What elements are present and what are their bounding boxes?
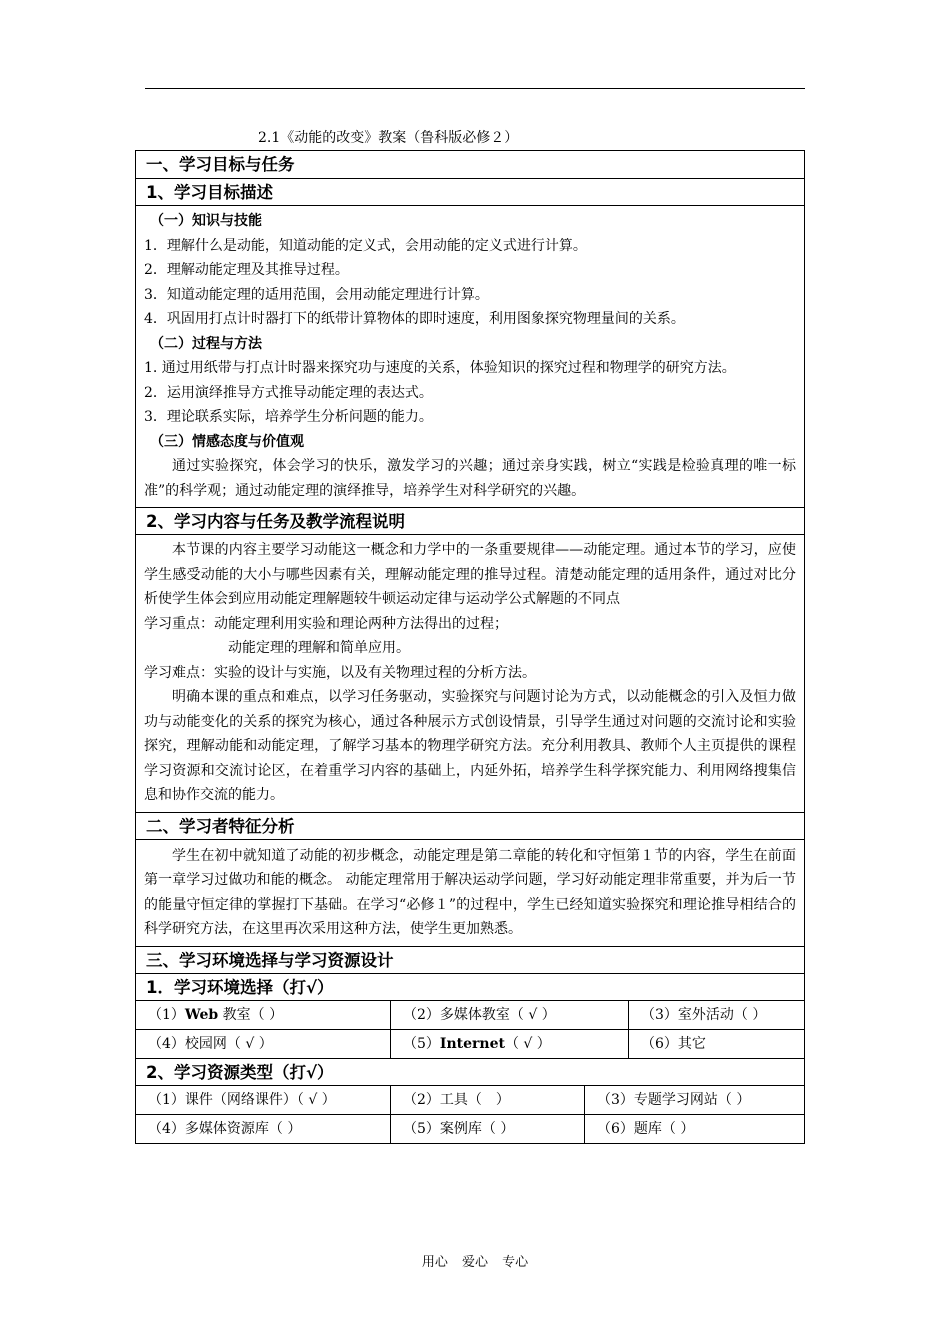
emotion-heading: （三）情感态度与价值观: [150, 433, 304, 450]
resource-topic-site: （3）专题学习网站（ ）: [584, 1086, 804, 1114]
footer-word: 用心: [421, 1255, 448, 1270]
env-option-web: （1）Web 教室（ ）: [148, 1006, 284, 1023]
content-paragraph: 本节课的内容主要学习动能这一概念和力学中的一条重要规律——动能定理。通过本节的学习，应使学生感受动能的大小与哪些因素有关，理解动能定理的推导过程。清楚动能定理的适用条件，通过对比分析使学生体会到应用动能定理解题较牛顿运动定律与运动学公式解题的不同点: [144, 542, 796, 607]
content-heading: 2、学习内容与任务及教学流程说明: [136, 507, 804, 534]
page-footer: [0, 1251, 950, 1270]
learner-analysis-body: [136, 839, 804, 946]
environment-row: [136, 1000, 804, 1029]
resource-case-library: （5）案例库（ ）: [390, 1115, 584, 1143]
key-points-line: 动能定理的理解和简单应用。: [228, 640, 410, 656]
resources-row: [136, 1114, 804, 1143]
resource-question-bank: （6）题库（ ）: [584, 1115, 804, 1143]
lesson-plan-table: [135, 150, 805, 1144]
emotion-paragraph: 通过实验探究，体会学习的快乐，激发学习的兴趣；通过亲身实践，树立“实践是检验真理的唯一标准”的科学观；通过动能定理的演绎推导，培养学生对科学研究的兴趣。: [144, 458, 796, 499]
resources-row: [136, 1085, 804, 1114]
env-option-campus: （4）校园网（ √ ）: [148, 1035, 273, 1052]
env-option-internet: （5）Internet（ √ ）: [390, 1030, 628, 1058]
method-paragraph: 明确本课的重点和难点，以学习任务驱动，实验探究与问题讨论为方式，以动能概念的引入及恒力做功与动能变化的关系的探究为核心，通过各种展示方式创设情景，引导学生通过对问题的交流讨论和实验探究，理解动能和动能定理，了解学习基本的物理学研究方法。充分利用教具、教师个人主页提供的课程学习资源和交流讨论区，在着重学习内容的基础上，内延外拓，培养学生科学探究能力、利用网络搜集信息和协作交流的能力。: [144, 689, 796, 803]
resource-courseware: （1）课件（网络课件）（ √ ）: [148, 1091, 336, 1108]
resource-tools: （2）工具（ ）: [390, 1086, 584, 1114]
key-points-line: 学习重点：动能定理利用实验和理论两种方法得出的过程；: [144, 615, 508, 632]
difficulty-line: 学习难点：实验的设计与实施，以及有关物理过程的分析方法。: [144, 664, 536, 681]
environment-row: [136, 1029, 804, 1058]
footer-word: 爱心: [461, 1255, 488, 1270]
objectives-body: [136, 205, 804, 507]
process-item: 1. 通过用纸带与打点计时器来探究功与速度的关系，体验知识的探究过程和物理学的研究方法。: [144, 360, 736, 376]
knowledge-item: 3．知道动能定理的适用范围，会用动能定理进行计算。: [144, 286, 489, 303]
process-item: 3．理论联系实际，培养学生分析问题的能力。: [144, 409, 433, 425]
knowledge-heading: （一）知识与技能: [150, 213, 262, 229]
env-option-outdoor: （3）室外活动（ ）: [628, 1001, 804, 1029]
process-item: 2．运用演绎推导方式推导动能定理的表达式。: [144, 384, 433, 401]
knowledge-item: 1．理解什么是动能，知道动能的定义式，会用动能的定义式进行计算。: [144, 237, 587, 254]
knowledge-item: 4．巩固用打点计时器打下的纸带计算物体的即时速度，利用图象探究物理量间的关系。: [144, 311, 685, 327]
section-2-heading: 二、学习者特征分析: [136, 812, 804, 839]
process-heading: （二）过程与方法: [150, 335, 262, 352]
document-title: 2.1《动能的改变》教案（鲁科版必修２）: [258, 130, 519, 146]
footer-word: 专心: [502, 1255, 529, 1270]
objectives-heading: 1、学习目标描述: [136, 178, 804, 205]
section-1-heading: 一、学习目标与任务: [146, 155, 295, 174]
knowledge-item: 2．理解动能定理及其推导过程。: [144, 262, 349, 278]
learner-paragraph: 学生在初中就知道了动能的初步概念，动能定理是第二章能的转化和守恒第１节的内容，学生在前面第一章学习过做功和能的概念。 动能定理常用于解决运动学问题，学习好动能定理非常重要，并为后一节的能量守恒定律的掌握打下基础。在学习“必修１”的过程中，学生已经知道实验探究和理论推导相结合的科学研究方法，在这里再次采用这种方法，使学生更加熟悉。: [144, 847, 796, 937]
resource-media-library: （4）多媒体资源库（ ）: [148, 1120, 302, 1137]
content-body: [136, 534, 804, 812]
env-option-other: （6）其它: [628, 1030, 804, 1058]
env-option-multimedia: （2）多媒体教室（ √ ）: [390, 1001, 628, 1029]
environment-heading: 1．学习环境选择（打√）: [136, 973, 804, 1000]
section-3-heading: 三、学习环境选择与学习资源设计: [136, 946, 804, 973]
header-rule: [145, 88, 805, 89]
resources-heading: 2、学习资源类型（打√）: [136, 1058, 804, 1085]
